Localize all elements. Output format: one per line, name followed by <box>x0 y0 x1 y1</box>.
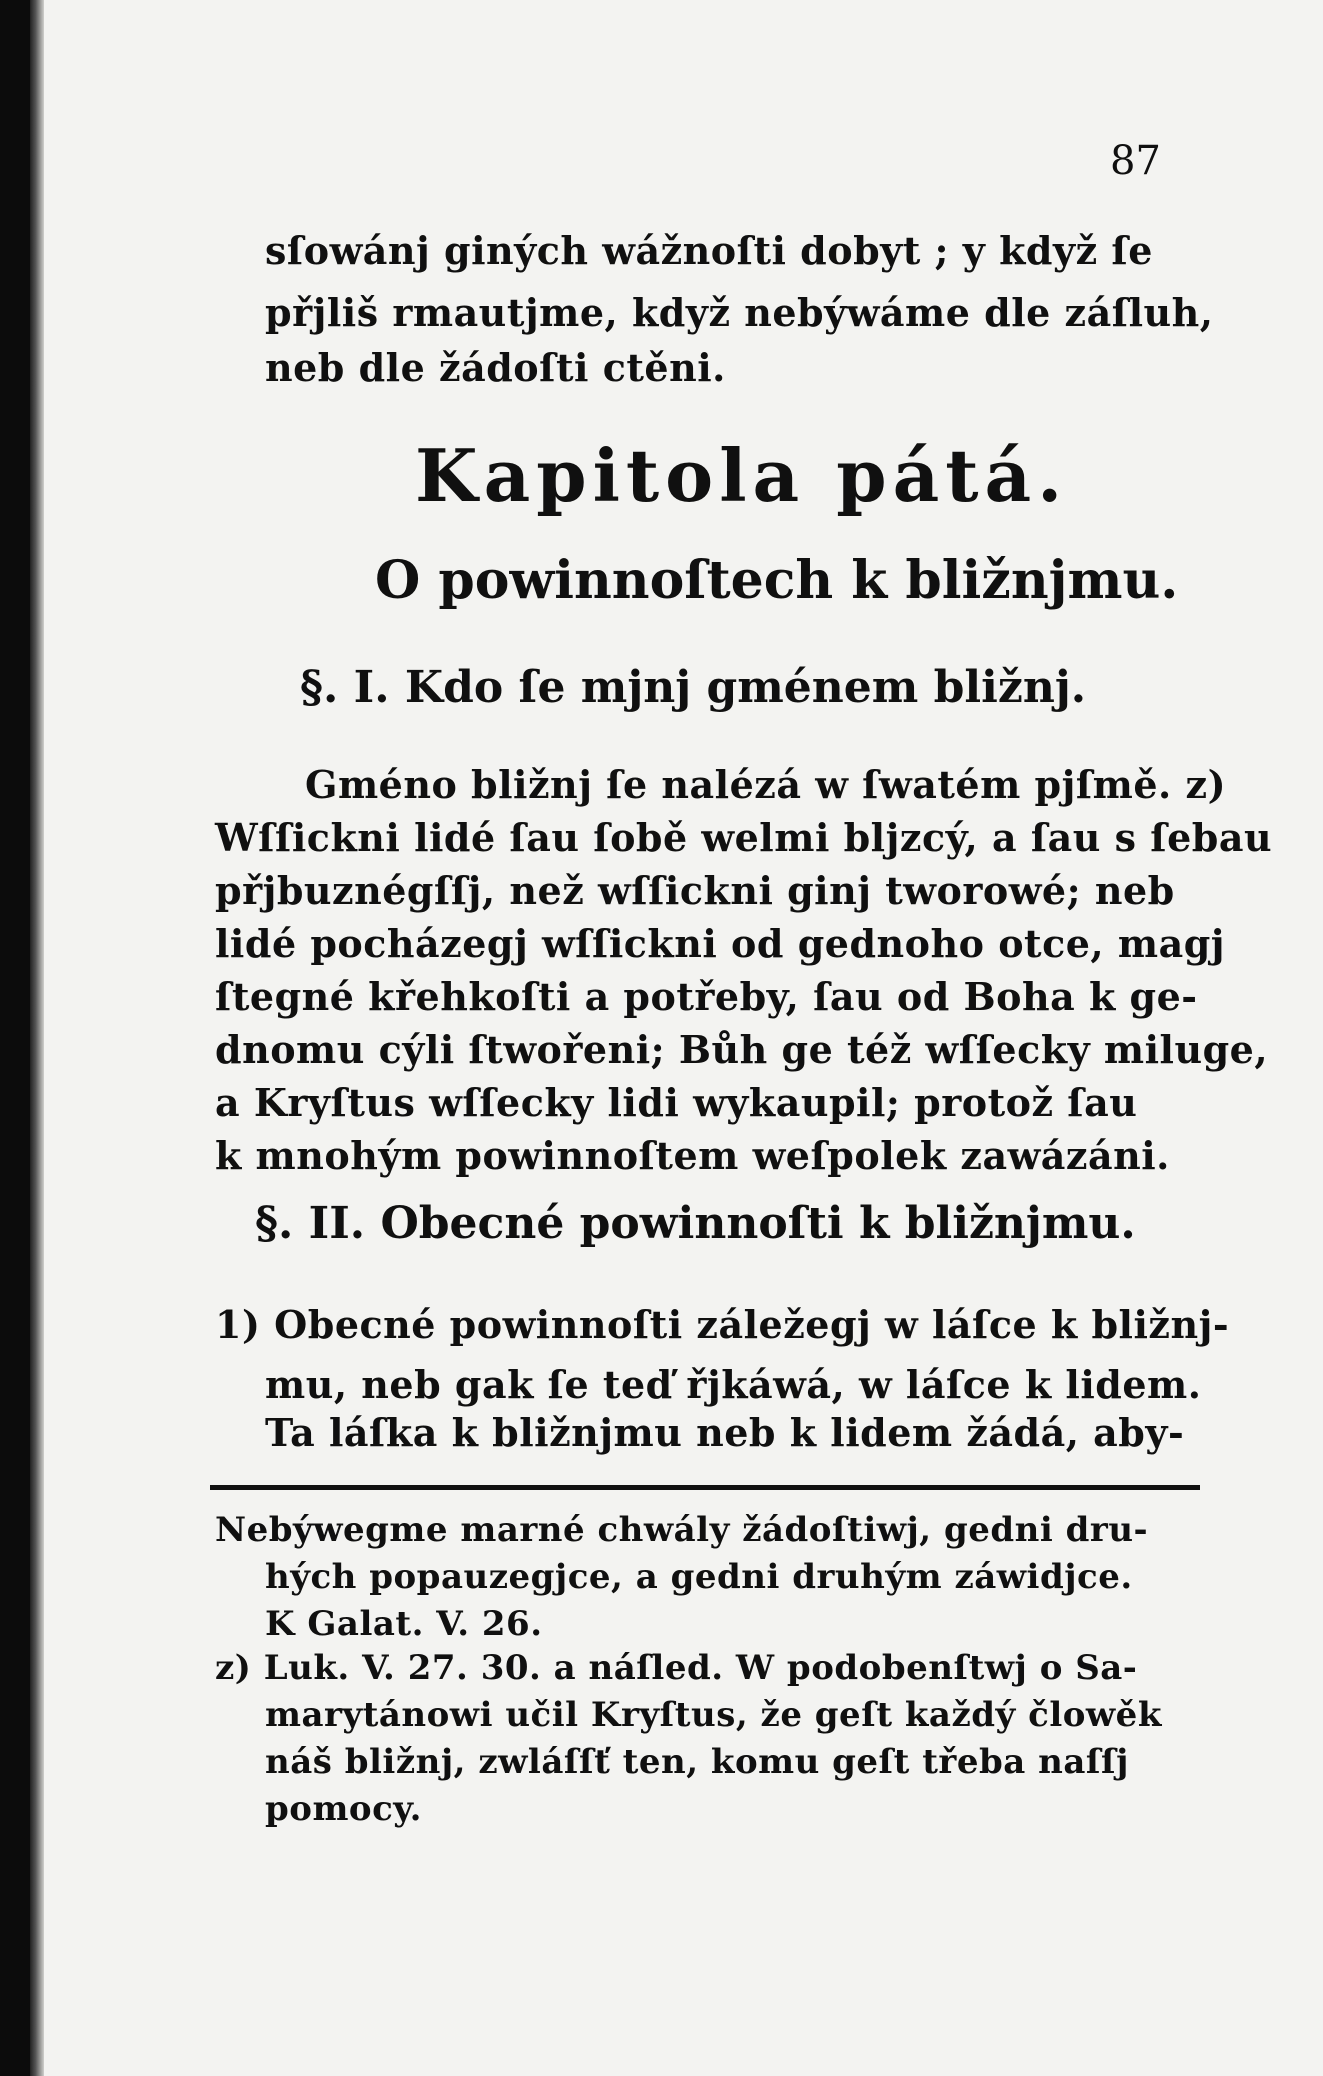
section-1-line: lidé pocházegj wſſickni od gednoho otce, magj <box>215 921 1226 966</box>
section-1-line: Gméno bližnj ſe nalézá w ſwatém pjſmě. z) <box>305 762 1227 807</box>
page-edge-shadow <box>30 0 44 2076</box>
section-1-line: přjbuznégſſj, než wſſickni ginj tworowé; neb <box>215 868 1175 913</box>
section-2-line: 1) Obecné powinnoſti záležegj w láſce k bližnj- <box>215 1302 1230 1347</box>
section-1-line: Wſſickni lidé ſau ſobě welmi bljzcý, a ſau s ſebau <box>215 815 1273 860</box>
book-page <box>30 0 1323 2076</box>
intro-line-2: přjliš rmautjme, když nebýwáme dle záſluh, <box>265 290 1214 335</box>
section-1-line: dnomu cýli ſtwořeni; Bůh ge též wſſecky miluge, <box>215 1027 1269 1072</box>
section-2-heading: §. II. Obecné powinnoſti k bližnjmu. <box>255 1198 1136 1249</box>
footnote-line: K Galat. V. 26. <box>265 1604 543 1644</box>
section-2-line: Ta láſka k bližnjmu neb k lidem žádá, aby- <box>265 1410 1185 1455</box>
footnote-rule <box>210 1485 1200 1490</box>
page-number: 87 <box>1110 138 1161 184</box>
intro-line-3: neb dle žádoſti ctěni. <box>265 345 726 390</box>
section-1-line: k mnohým powinnoſtem weſpolek zawázáni. <box>215 1133 1170 1178</box>
section-1-heading: §. I. Kdo ſe mjnj gménem bližnj. <box>300 662 1087 713</box>
chapter-title: Kapitola pátá. <box>415 433 1069 518</box>
chapter-subtitle: O powinnoſtech k bližnjmu. <box>375 550 1179 611</box>
footnote-line: z) Luk. V. 27. 30. a náſled. W podobenſtwj o Sa- <box>215 1648 1138 1688</box>
footnote-line: hých popauzegjce, a gedni druhým záwidjce. <box>265 1557 1133 1597</box>
section-1-line: ſtegné křehkoſti a potřeby, ſau od Boha k ge- <box>215 974 1198 1019</box>
footnote-line: pomocy. <box>265 1789 422 1829</box>
footnote-line: marytánowi učil Kryſtus, že geſt každý člowěk <box>265 1695 1162 1735</box>
intro-line-1: sſowánj giných wážnoſti dobyt ; y když ſe <box>265 228 1153 273</box>
footnote-line: náš bližnj, zwláſſť ten, komu geſt třeba naſſj <box>265 1742 1129 1782</box>
section-2-line: mu, neb gak ſe teď řjkáwá, w láſce k lidem. <box>265 1362 1202 1407</box>
footnote-line: Nebýwegme marné chwály žádoſtiwj, gedni dru- <box>215 1510 1149 1550</box>
section-1-line: a Kryſtus wſſecky lidi wykaupil; protož ſau <box>215 1080 1138 1125</box>
